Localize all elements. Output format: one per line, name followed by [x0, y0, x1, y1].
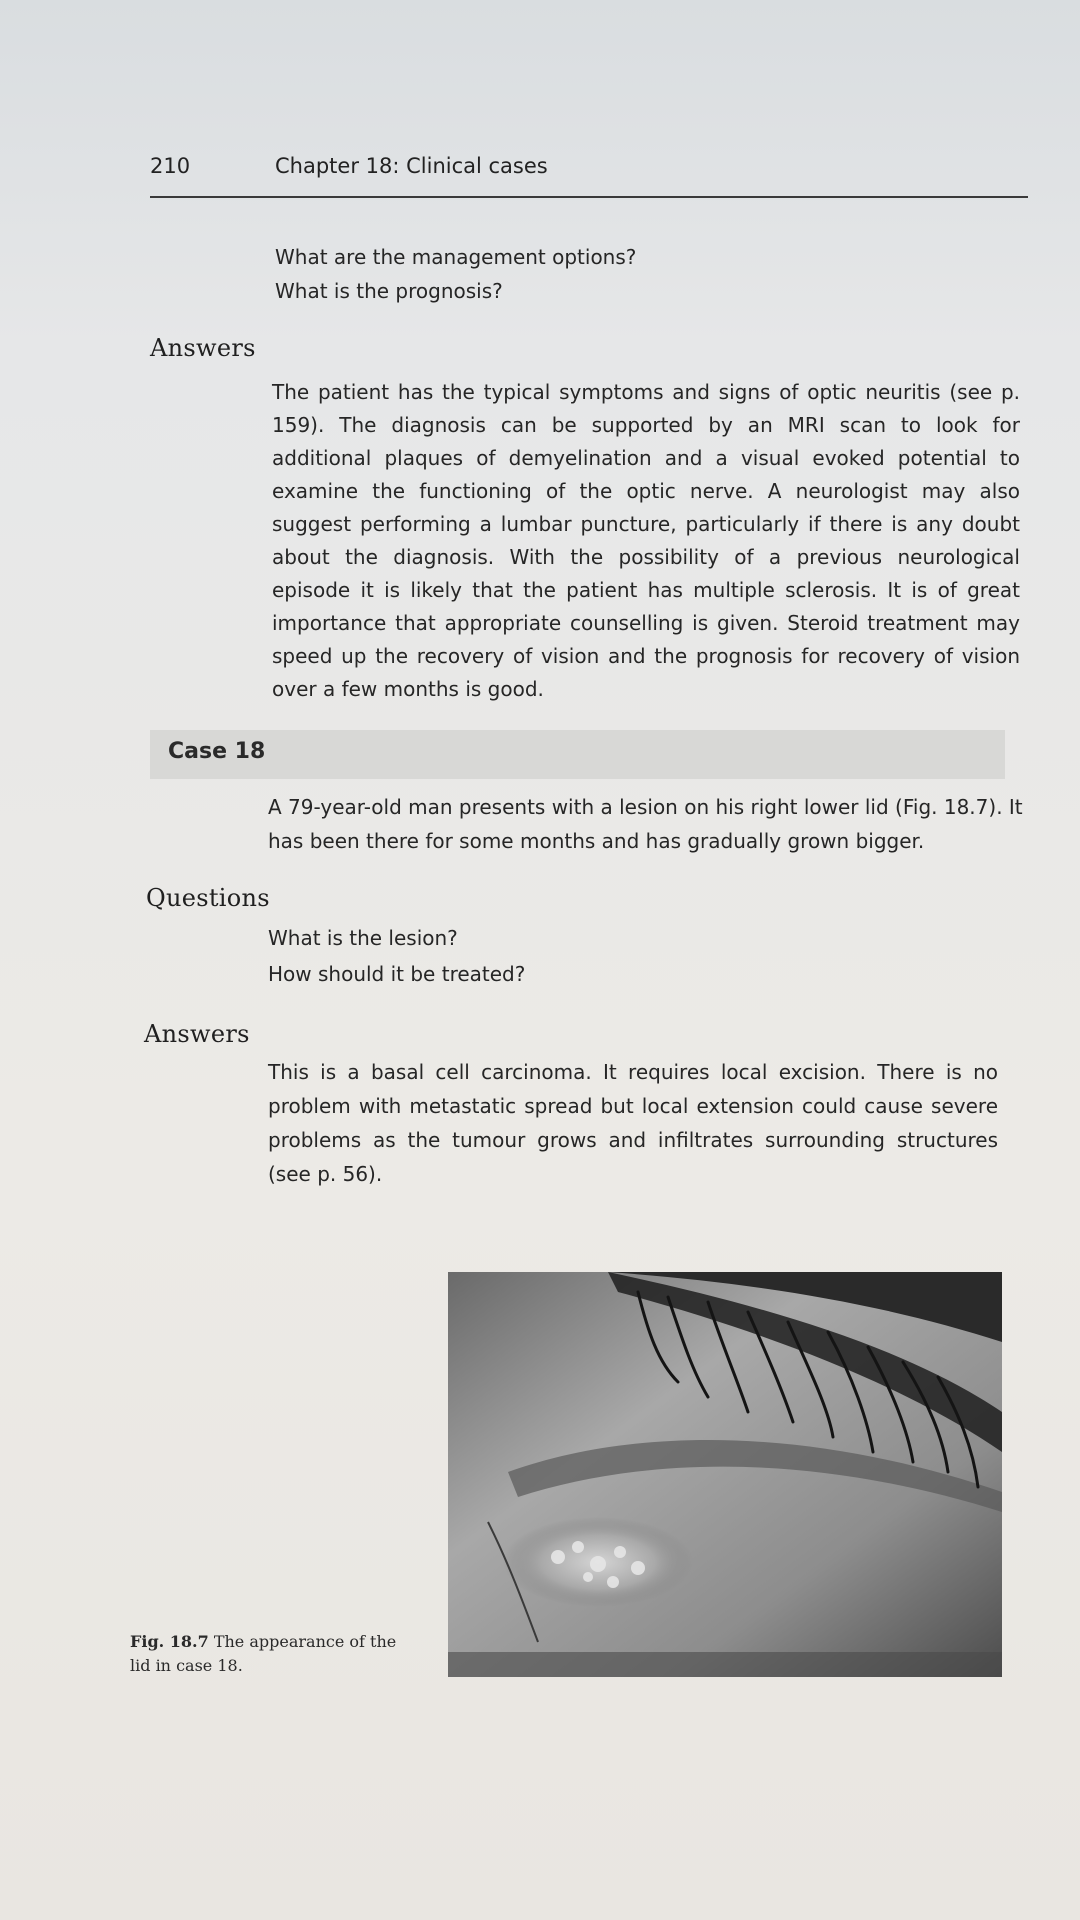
figure-label: Fig. 18.7 — [130, 1632, 209, 1651]
answer-paragraph: The patient has the typical symptoms and signs of optic neuritis (see p. 159). The diagnosis can be supported by an MRI scan to look for additional plaques of demyelination and a visual evoked potential to examine the functioning of the optic nerve. A neurologist may also suggest performing a lumbar puncture, particularly if there is any doubt about the diagnosis. With the possibility of a previous neurological episode it is likely that the patient has multiple sclerosis. It is of great importance that appropriate counselling is given. Steroid treatment may speed up the recovery of vision and the prognosis for recovery of vision over a few months is good. — [272, 380, 1020, 701]
intro-questions — [275, 240, 1035, 308]
figure-caption-text: The appearance of the lid in case 18. — [130, 1632, 397, 1675]
question-item: What is the lesion? — [268, 926, 458, 950]
chapter-title: Chapter 18: Clinical cases — [275, 154, 548, 178]
questions-heading: Questions — [146, 884, 270, 912]
page-header — [150, 150, 1028, 198]
figure-caption — [130, 1630, 410, 1678]
intro-question: What are the management options? — [275, 245, 637, 269]
lid-lesion-photo — [448, 1272, 1002, 1677]
answers-heading: Answers — [150, 334, 256, 362]
case-heading-bar — [150, 730, 1005, 779]
intro-question: What is the prognosis? — [275, 279, 503, 303]
page-number: 210 — [150, 154, 191, 178]
answers-heading: Answers — [144, 1020, 250, 1048]
eyelid-photo-graphic — [448, 1272, 1002, 1677]
case-questions — [268, 920, 1028, 992]
case-title: Case 18 — [168, 739, 266, 764]
case-description: A 79-year-old man presents with a lesion on his right lower lid (Fig. 18.7). It has been there for some months and has gradually grown bigger. — [268, 795, 1023, 853]
answer-paragraph: This is a basal cell carcinoma. It requires local excision. There is no problem with metastatic spread but local extension could cause severe problems as the tumour grows and infiltrates surrounding structures (see p. 56). — [268, 1060, 998, 1186]
question-item: How should it be treated? — [268, 962, 526, 986]
